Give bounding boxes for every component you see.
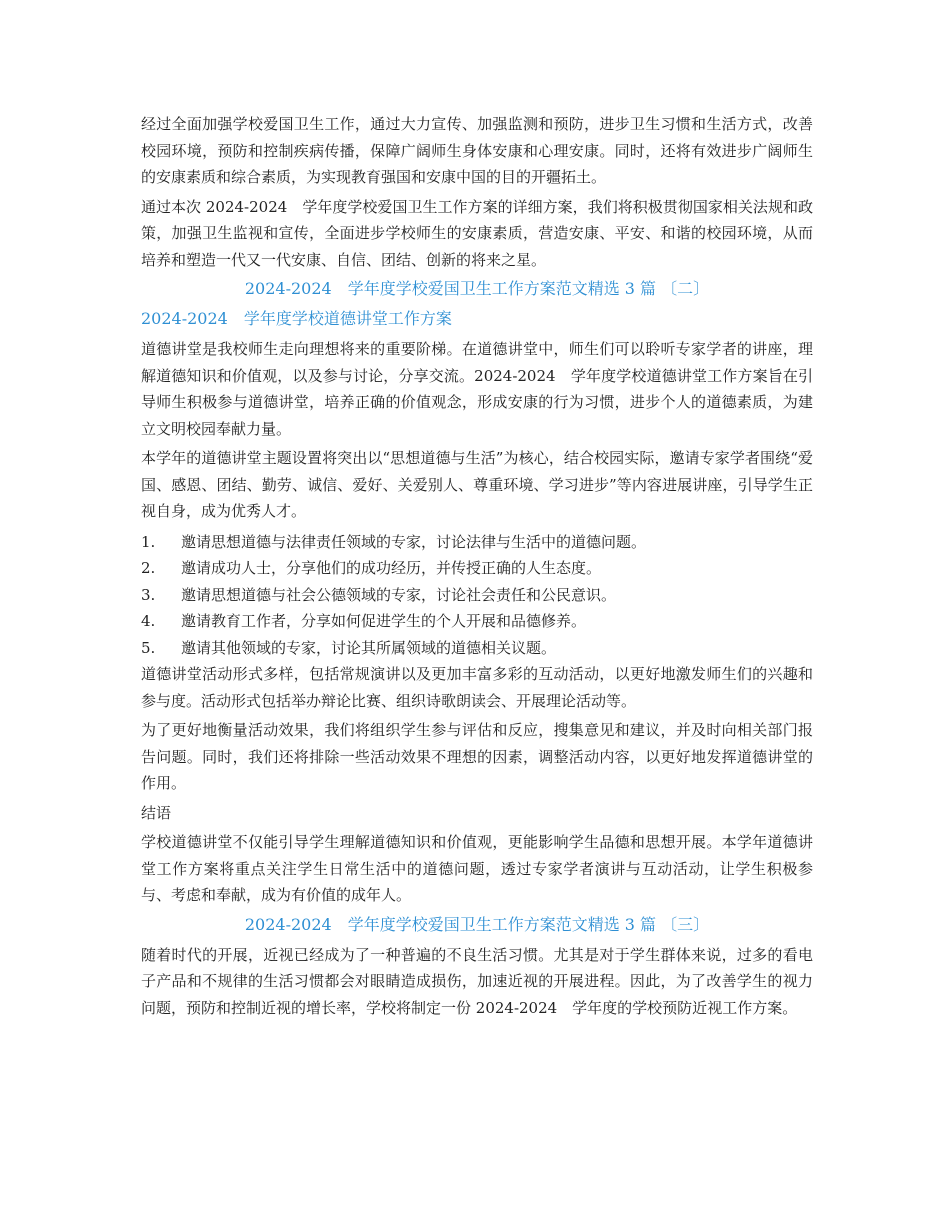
numbered-list [141,529,813,661]
body-paragraph: 为了更好地衡量活动效果，我们将组织学生参与评估和反应，搜集意见和建议，并及时向相关部门报告问题。同时，我们还将排除一些活动效果不理想的因素，调整活动内容，以更好地发挥道德讲堂的作用。 [141,721,813,792]
list-item [141,529,813,555]
document-page [141,111,813,1024]
list-text: 邀请教育工作者，分享如何促进学生的个人开展和品德修养。 [181,612,587,630]
list-item [141,608,813,634]
list-text: 邀请其他领域的专家，讨论其所属领域的道德相关议题。 [181,638,557,657]
body-paragraph: 学校道德讲堂不仅能引导学生理解道德知识和价值观，更能影响学生品德和思想开展。本学年道德讲堂工作方案将重点关注学生日常生活中的道德问题，透过专家学者演讲与互动活动，让学生积极参与、考虑和奉献，成为有价值的成年人。 [141,833,813,904]
list-text: 邀请思想道德与社会公德领域的专家，讨论社会责任和公民意识。 [181,585,617,604]
body-paragraph: 经过全面加强学校爱国卫生工作，通过大力宣传、加强监测和预防，进步卫生习惯和生活方式，改善校园环境，预防和控制疾病传播，保障广阔师生身体安康和心理安康。同时，还将有效进步广阔师生的安康素质和综合素质，为实现教育强国和安康中国的目的开疆拓土。 [141,115,813,186]
list-text: 邀请思想道德与法律责任领域的专家，讨论法律与生活中的道德问题。 [181,532,647,551]
body-paragraph: 道德讲堂是我校师生走向理想将来的重要阶梯。在道德讲堂中，师生们可以聆听专家学者的讲座，理解道德知识和价值观，以及参与讨论，分享交流。2024-2024 学年度学校道德讲堂工作方案旨在引导师生积极参与道德讲堂，培养正确的价值观念，形成安康的行为习惯，进步个人的道德素质，为建立文明校园奉献力量。 [141,340,813,438]
list-number: 2. [141,559,156,577]
body-paragraph: 本学年的道德讲堂主题设置将突出以“思想道德与生活”为核心，结合校园实际，邀请专家学者围绕“爱国、感恩、团结、勤劳、诚信、爱好、关爱别人、尊重环境、学习进步”等内容进展讲座，引导学生正视自身，成为优秀人才。 [141,449,813,520]
list-number: 1. [141,532,156,551]
body-paragraph: 道德讲堂活动形式多样，包括常规演讲以及更加丰富多彩的互动活动，以更好地激发师生们的兴趣和参与度。活动形式包括举办辩论比赛、组织诗歌朗读会、开展理论活动等。 [141,665,813,710]
list-number: 4. [141,612,156,630]
body-paragraph: 随着时代的开展，近视已经成为了一种普遍的不良生活习惯。尤其是对于学生群体来说，过多的看电子产品和不规律的生活习惯都会对眼睛造成损伤，加速近视的开展进程。因此，为了改善学生的视力问题，预防和控制近视的增长率，学校将制定一份 2024-2024 学年度的学校预防近视工作方案。 [141,945,813,1017]
list-item [141,635,813,661]
list-number: 3. [141,585,156,604]
list-item [141,582,813,608]
conclusion-label: 结语 [141,803,172,822]
list-text: 邀请成功人士，分享他们的成功经历，并传授正确的人生态度。 [181,559,602,577]
body-paragraph: 通过本次 2024-2024 学年度学校爱国卫生工作方案的详细方案，我们将积极贯彻国家相关法规和政策，加强卫生监视和宣传，全面进步学校师生的安康素质，营造安康、平安、和谐的校园环境，从而培养和塑造一代又一代安康、自信、团结、创新的将来之星。 [141,197,813,269]
list-number: 5. [141,638,156,657]
section-subheading: 2024-2024 学年度学校道德讲堂工作方案 [141,309,452,328]
section-heading: 2024-2024 学年度学校爱国卫生工作方案范文精选 3 篇 〔三〕 [244,914,710,934]
list-item [141,555,813,581]
section-heading: 2024-2024 学年度学校爱国卫生工作方案范文精选 3 篇 〔二〕 [244,279,710,298]
